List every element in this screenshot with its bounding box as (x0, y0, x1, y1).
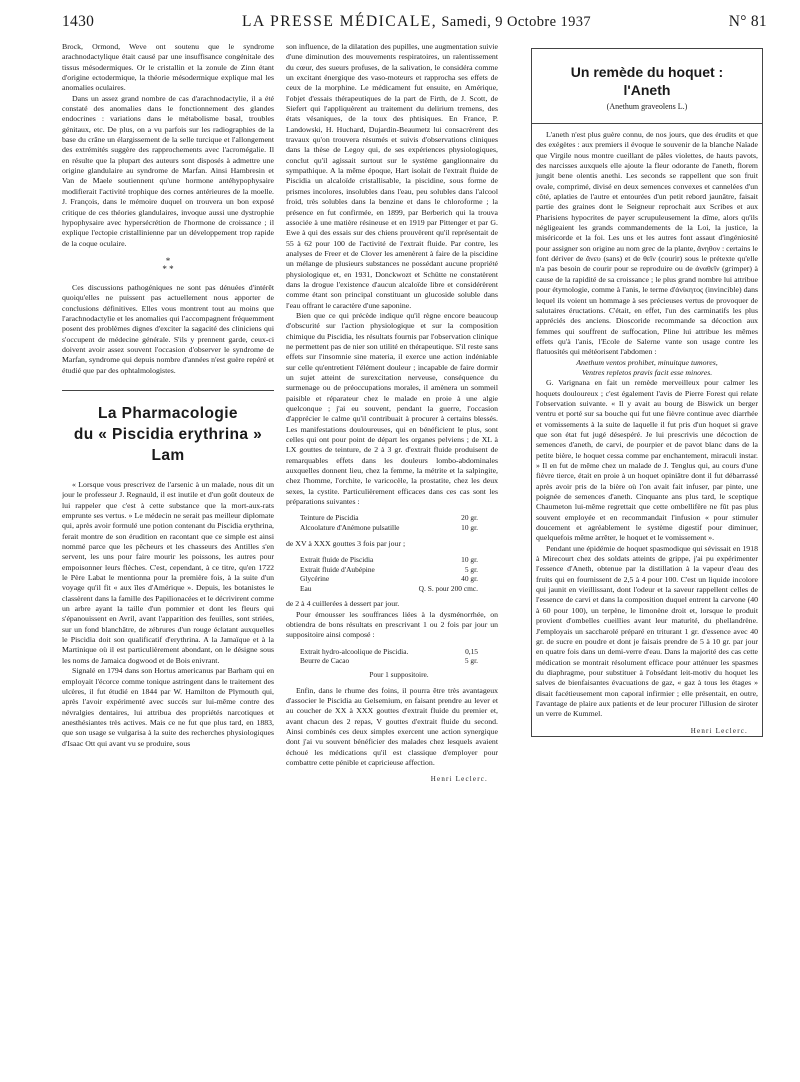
prescription-line (300, 584, 498, 594)
ingredient: Teinture de Piscidia (300, 513, 359, 523)
article-title-line-1: Un remède du hoquet : (570, 64, 724, 80)
article-box (531, 48, 763, 737)
article-title-line-1: La Pharmacologie (98, 404, 238, 422)
prescription-line (300, 523, 498, 533)
issue-number: N° 81 (728, 13, 767, 30)
separator-stars: * * (162, 263, 174, 274)
prescription-3 (300, 647, 498, 680)
issue-date: Samedi, 9 Octobre 1937 (441, 14, 592, 30)
divider (62, 390, 274, 391)
journal-masthead (242, 13, 591, 31)
paragraph: Ces discussions pathogéniques ne sont pas dénuées d'intérêt quoiqu'elles ne puissent pas actuellement nous apporter de conclusions définitives. Elles vous montrent tout au moins que l'arachnodactylie et les anomalies qui l'accompagnent fréquemment posent des problèmes dignes d'exciter la sagacité des cliniciens qui s'occupent de médecine générale. S'ils y prennent garde, ceux-ci doivent avoir assez souvent l'occasion d'observer le syndrome de Marfan, syndrome qui depuis nombre d'années n'est guère repéré et étudié que par des ophtalmologistes. (62, 282, 274, 375)
author-signature: Henri Leclerc. (690, 726, 748, 735)
paragraph: Brock, Ormond, Weve ont soutenu que le syndrome arachnodactylique était causé par une insuffisance congénitale des tissus mésodermiques. Or le cristallin et la zonule de Zinn étant d'origine ectodermique, la théorie mésodermique explique mal les anomalies oculaires. (62, 42, 274, 93)
page-number: 1430 (62, 13, 95, 30)
author-signature: Henri Leclerc. (430, 775, 488, 784)
dosage: de 2 à 4 cuillerées à dessert par jour. (286, 599, 400, 609)
dosage: de XV à XXX gouttes 3 fois par jour ; (286, 538, 406, 548)
paragraph: Enfin, dans le rhume des foins, il pourra être très avantageux d'associer le Piscidia au Gelsemium, en faisant prendre au lever et au coucher de XX à XXX gouttes d'extrait fluide du premier et, avant chacun des 2 repas, V gouttes d'extrait fluide du second. Ainsi combinés ces deux simples exercent une action synergique dont j'ai vu souvent bénéficier des malades chez lesquels avaient échoué les médications qu'il est classique d'employer pour combattre cette pénible et capricieuse affection. (286, 685, 498, 767)
prescription-line (300, 565, 498, 575)
verse-line: Ventres repletos pravis facit esse minores. (581, 367, 713, 377)
paragraph: Bien que ce qui précède indique qu'il règne encore beaucoup d'obscurité sur l'action physiologique et sur la composition chimique du Piscidia, les résultats fournis par l'observation clinique ne permettent pas de nier son utilité en thérapeutique. S'il reste sans effets sur l'insomnie sine materia, il exerce une action indéniable sur celle qu'entretient l'élément douleur ; incapable de faire dormir un sujet atteint de surexcitation nerveuse, conséquence du surmenage ou de préoccupations morales, il amènera un sommeil paisible et réparateur chez le malade en proie à une algie quelconque ; j'ai eu souvent, pendant la guerre, l'occasion d'apprécier le calme qu'il contribuait à procurer à certains blessés. Les manifestations douloureuses, qui en bénéficient le plus, sont celles qui ont pour point de départ les organes pelviens ; de XL à LX gouttes de teinture, de 2 à 3 gr. d'extrait fluide produisent de remarquables effets dans les douleurs lombo-abdominales auxquelles donnent lieu, chez la femme, la métrite et la salpingite, chez l'homme, l'orchite, le varicocèle, la prostatite, chez les deux sexes, la cystite. Particulièrement efficaces dans ces cas sont les préparations suivantes : (286, 310, 498, 507)
ingredient: Eau (300, 583, 312, 593)
column-2 (286, 42, 498, 1072)
quantity: 20 gr. (461, 513, 478, 523)
quantity: Q. S. pour 200 cmc. (418, 583, 478, 593)
prescription-total: Pour 1 suppositoire. (369, 669, 429, 679)
prescription-line (300, 647, 498, 657)
paragraph: Pour émousser les souffrances liées à la dysménorrhée, on obtiendra de bons résultats en prescrivant 1 ou 2 fois par jour un suppositoire ainsi composé : (286, 609, 498, 640)
paragraph: Dans un assez grand nombre de cas d'arachnodactylie, il a été constaté des anomalies dans le fonctionnement des glandes endocrines : variations dans le métabolisme basal, troubles génitaux, etc. De plus, on a vu parfois sur les radiographies de la base du crâne un élargissement de la selle turcique et l'allongement des extrémités suggère des rapprochements avec l'acromégalie. Il en résulte que la plupart des auteurs sont disposés à admettre une origine glandulaire au syndrome de Marfan. Ainsi Hambresin et Van de Maele soutiennent qu'une hormone antéhypophysaire modifierait l'activité trophique des cornes antérieures de la moelle. J. François, dans le mémoire duquel on trouvera un bon exposé critique de ces théories glandulaires, invoque aussi une dystrophie hypophysaire avec hypersécrétion de l'hormone de croissance ; il explique l'ectopie cristallinienne par un développement trop rapide de la coque oculaire. (62, 93, 274, 248)
paragraph: « Lorsque vous prescrivez de l'arsenic à un malade, nous dit un jour le professeur J. Regnauld, il est inutile et d'un goût douteux de lui rappeler que c'est à cette substance que la mort-aux-rats emprunte ses vertus. » Le médecin ne serait pas meilleur diplomate qui, après avoir formulé une potion contenant du Piscidia erythrina, ferait montre de son érudition en racontant que ce simple est ainsi nommé parce que les pêcheurs et les chasseurs des Antilles s'en servent, les uns pour faire mourir les poissons, les autres pour empoisonner leurs flèches. C'est, cependant, à ce titre, qu'en 1722 le Père Labat le mentionna pour la première fois, à la suite d'un voyage qu'il fit « aux îles d'Amérique ». Depuis, les botanistes le classèrent dans la famille des Papilionacées et le décrivirent comme un arbre ayant la taille d'un pommier et dont les fleurs qui s'épanouissent en Avril, avant l'apparition des feuilles, sont striées, sur un fond blanchâtre, de zébrures d'un rouge éclatant auxquelles le Piscidia doit son qualificatif d'erythrina. A la Jamaïque et à la Martinique où il est particulièrement abondant, on le désigne sous les noms de Jamaica dogwood et de Bois enivrant. (62, 479, 274, 665)
prescription-line (300, 656, 498, 666)
quantity: 0,15 (465, 646, 478, 656)
article-title (62, 403, 274, 466)
article-subtitle: (Anethum graveolens L.) (606, 102, 688, 111)
verse-line: Anethum ventos prohibet, minuitque tumores, (576, 357, 718, 367)
ingredient: Alcoolature d'Anémone pulsatille (300, 523, 400, 533)
paragraph: Pendant une épidémie de hoquet spasmodique qui sévissait en 1918 à Mirecourt chez des soldats atteints de grippe, j'ai pu expérimenter l'essence d'Aneth, obtenue par la distillation à la vapeur d'eau des fruits qui en fournissent de 2,5 à 4 pour 100. C'est un liquide incolore qui jaunit en vieillissant, dont l'odeur et la saveur rappellent celles de l'essence de carvi et dans la composition duquel entrent la carvone (40 à 60 pour 100), un terpène, le limonène droit et, lorsque le produit provient d'ombelles cueillies avant leur maturité, du phellandrène. J'employais un saccharolé préparé en triturant 1 gr. d'essence avec 40 gr. de sucre en poudre et dont je faisais prendre de 5 à 10 gr. par jour en quatre fois dans un demi-verre d'eau. Dans la majorité des cas cette médication se montrait résolument efficace pour atténuer les spasmes du diaphragme, pour substituer à l'obsédant leit-motiv du hoquet les salves de bienfaisantes évacuations de gaz, « gaz à tous les étages » disait facétieusement mon caporal infirmier ; elle présentait, en outre, l'avantage de plaire aux patients et de leur procurer l'illusion de siroter un verre de Kummel. (536, 543, 758, 719)
paragraph: Signalé en 1794 dans son Hortus americanus par Barham qui en employait l'écorce comme tonique astringent dans le traitement des ulcères, il fut étudié en 1844 par W. Hamilton de Plymouth qui, après l'avoir expérimenté avec succès sur lui-même contre des névralgies dentaires, lui attribua des propriétés narcotiques et anesthésiantes très actives. Mais ce ne fut que plus tard, en 1883, que son usage se vulgarisa à la suite des recherches physiologiques d'Isaac Ott qui avant vu se produire, sous (62, 666, 274, 748)
prescription-line (300, 513, 498, 523)
quantity: 5 gr. (464, 564, 478, 574)
quantity: 10 gr. (461, 523, 478, 533)
quantity: 5 gr. (464, 656, 478, 666)
ingredient: Glycérine (300, 574, 330, 584)
column-1 (62, 42, 274, 1072)
article-title-line-2: du « Piscidia erythrina » Lam (73, 425, 263, 464)
column-3 (531, 42, 763, 1072)
paragraph: L'aneth n'est plus guère connu, de nos jours, que des érudits et que des exégètes : aux premiers il évoque le souvenir de la blanche Naïade que Virgile nous montre cueillant de pâles violettes, de hauts pavots, des narcisses auxquels elle ajoute la fleur odorante de l'aneth, florem jungit bene olentis anethi. Les seconds se rappellent que son fruit ovale, comprimé, divisé en deux semences convexes et cannelées d'un côté, aplaties de l'autre et entourées d'un petit rebord jaunâtre, faisait partie des graines dont le Seigneur reprochait aux Scribes et aux Pharisiens hypocrites de payer scrupuleusement la dîme, alors qu'ils négligeaient les grands commandements de la Loi, la justice, la miséricorde et la foi. Les uns et les autres font assaut d'ingéniosité pour assigner son origine au nom grec de la plante, ἄνηθον : certains le font dériver de ἄνευ (sans) et de θεῖν (courir) sous le prétexte qu'elle n'a pas besoin de courir pour se reproduire ou de ἀναθεῖν (grimper) à cause de la rapidité de sa croissance ; le plus grand nombre lui attribue pour étymologie, comme à l'anis, le terme d'ἀνίκητος (invincible) dans lequel ils voient un hommage à ses précieuses vertus de provoquer de salutaires éructations. C'était, en effet, l'un des carminatifs les plus appréciés des anciens. Dioscoride recommande sa décoction aux femmes qui souffrent de suffocation, Pline lui attribue les mêmes effets qu'à l'anis, l'Ecole de Salerne vante son usage contre les flatuosités qui météorisent l'abdomen : (536, 130, 758, 357)
separator-star: * (165, 255, 171, 266)
prescription-line (300, 574, 498, 584)
divider (532, 123, 762, 124)
quantity: 40 gr. (461, 574, 478, 584)
article-title-line-2: l'Aneth (623, 82, 671, 98)
article-title (536, 63, 758, 99)
page-header (62, 13, 767, 35)
ingredient: Extrait fluide de Piscidia (300, 555, 374, 564)
prescription-1 (300, 513, 498, 532)
section-separator (62, 257, 274, 273)
prescription-2 (300, 555, 498, 593)
paragraph: G. Varignana en fait un remède merveilleux pour calmer les hoquets douloureux ; c'est également l'avis de Pierre Forest qui relate l'observation suivante. « Il y avait au bourg de Biswick un berger ventru et porté sur sa bouche qui fut une fièvre continue avec diarrhée et vomissements à la suite de laquelle il fut pris d'un hoquet si grave que son état fut jugé désespéré. Je lui prescrivis une décoction de semences d'aneth, de carvi, de pourpier et de pavot blanc dans de la petite bière, le hoquet cessa comme par enchantement, miraculi instar. » Il en fut de même chez un malade de J. Tenglus qui, au cours d'une fièvre tierce, était en proie à un hoquet opiniâtre dont il fut débarrassé après avoir pris de la bière où l'on avait fait infuser, par pinte, une poignée de semences d'aneth. Cinquante ans plus tard, le sceptique Chaumeton lui-même regrettait que cette ombellifère ne fût pas plus souvent employée et en recommandait l'infusion « pour stimuler doucement et agréablement le système digestif pour diminuer, quelquefois même arrêter, le hoquet et le vomissement ». (536, 378, 758, 543)
ingredient: Beurre de Cacao (300, 656, 350, 666)
article-header (536, 63, 758, 123)
paragraph: son influence, de la dilatation des pupilles, une augmentation suivie d'une diminution des mouvements respiratoires, un ralentissement du cœur, des sueurs profuses, de la salivation, le considéra comme un excitant énergique des vaso-moteurs et rapprocha ses effets de ceux de la morphine. Le médicament fut ensuite, en Amérique, l'objet d'essais thérapeutiques de la part de Firth, de J. Scott, de Siefert qui l'appliquèrent au traitement du delirium tremens, des états vésaniques, de la toux des phtisiques. En France, P. Landowski, H. Huchard, Dujardin-Beaumetz lui consacrèrent des travaux qu'on trouvera résumés et suivis d'observations cliniques dans la thèse de Legoy qui, de ses expériences physiologiques, conclut qu'il agissait surtout sur le système ganglionnaire du sympathique. A la même époque, Hart isolait de l'extrait fluide de Piscidia un alcaloïde cristallisable, la piscidine, sous forme de prismes incolores, insolubles dans l'eau, peu solubles dans l'alcool froid, très solubles dans la benzine et dans le chloroforme ; la présence en fut confirmée, en 1899, par Berberich qui la trouva associée à une matière résineuse et en 1919 par Pittenger et par G. Ewe à qui des essais sur des chiens prouvèrent qu'il représentait de 55 à 62 pour 100 de l'activité de l'extrait fluide. Par contre, les analyses de Freer et de Clover les amenèrent à faire de la piscidine un mélange de plusieurs substances ne possédant aucune propriété physiologique et, en 1931, Donckwozt et Schütte ne constatèrent dans la drogue l'existence d'aucun alcaloïde libre et considérèrent comme étant son principal constituant un glucoside soluble dans l'eau offrant le caractère d'une saponine. (286, 42, 498, 310)
ingredient: Extrait fluide d'Aubépine (300, 564, 375, 574)
prescription-line (300, 555, 498, 565)
ingredient: Extrait hydro-alcoolique de Piscidia. (300, 646, 409, 656)
journal-title: LA PRESSE MÉDICALE, (242, 13, 438, 30)
quantity: 10 gr. (461, 555, 478, 564)
